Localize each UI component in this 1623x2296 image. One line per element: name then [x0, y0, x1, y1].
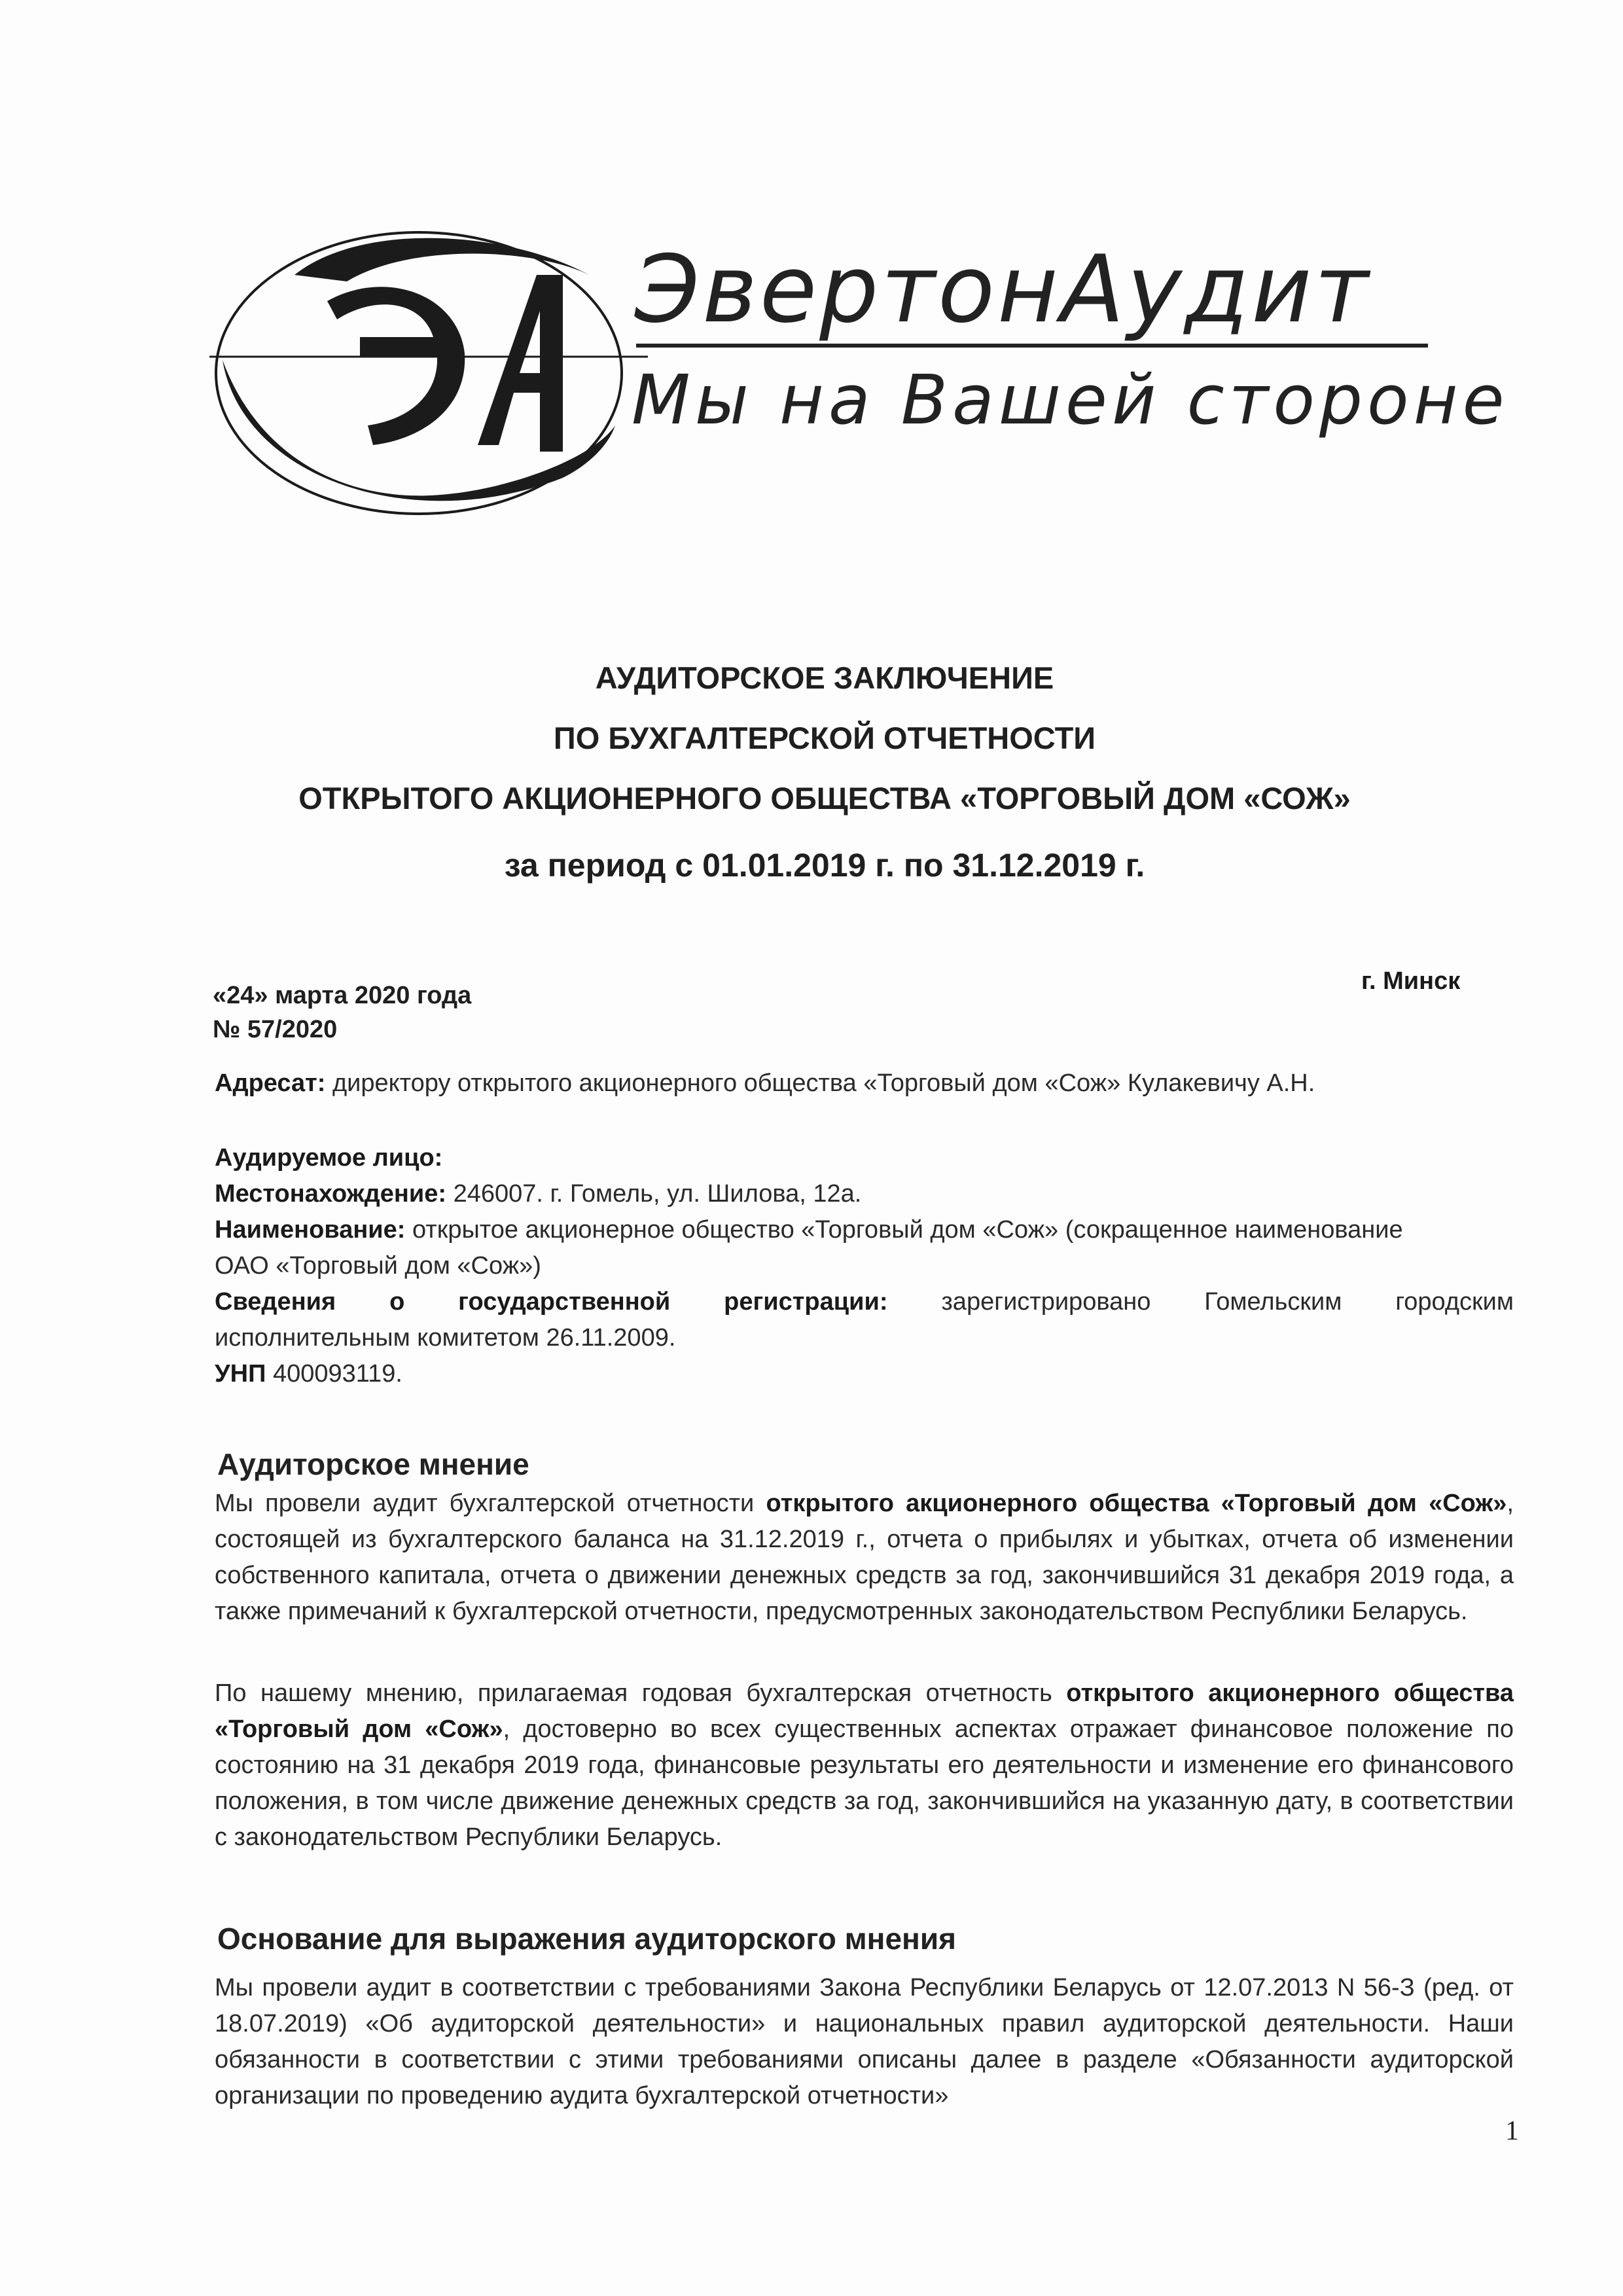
basis-heading: Основание для выражения аудиторского мнения — [217, 1922, 956, 1956]
unp-value: 400093119. — [266, 1360, 402, 1388]
registration-label: Сведения о государственной регистрации: — [215, 1288, 888, 1316]
page-number: 1 — [1505, 2116, 1519, 2146]
opinion-paragraph-2 — [215, 1676, 1514, 1856]
company-logo — [196, 196, 1509, 563]
opinion-heading: Аудиторское мнение — [217, 1447, 529, 1481]
title-line-1: АУДИТОРСКОЕ ЗАКЛЮЧЕНИЕ — [595, 660, 1054, 695]
opinion-p1-text-c: , состоящей из бухгалтерского баланса на 31.12.2019 г., отчета о прибылях и убытках, отчета об изменении собственного капитала, отчета о движении денежных средств за год, закончившийся 31 декабря 2019 года, а также примечаний к бухгалтерской отчетности, предусмотренных законодательством Республики Беларусь. — [215, 1490, 1514, 1625]
location-value: 246007. г. Гомель, ул. Шилова, 12а. — [446, 1180, 862, 1208]
entity-name-value-cont: ОАО «Торговый дом «Сож») — [215, 1252, 541, 1280]
brand-underline — [636, 344, 1428, 348]
unp-label: УНП — [215, 1360, 266, 1388]
basis-paragraph-1: Мы провели аудит в соответствии с требованиями Закона Республики Беларусь от 12.07.2013 N 56-З (ред. от 18.07.2019) «Об аудиторской деятельности» и национальных правил аудиторской деятельности. Наши обязанности в соответствии с этими требованиями описаны далее в разделе «Обязанности аудиторской организации по проведению аудита бухгалтерской отчетности» — [215, 1974, 1514, 2109]
brand-name: ЭвертонАудит — [635, 236, 1372, 344]
registration-value: зарегистрировано Гомельским городским — [887, 1288, 1514, 1316]
title-line-2: ПО БУХГАЛТЕРСКОЙ ОТЧЕТНОСТИ — [553, 721, 1096, 755]
opinion-p2-text-a: По нашему мнению, прилагаемая годовая бухгалтерская отчетность — [215, 1679, 1067, 1707]
document-title — [196, 648, 1453, 898]
title-line-3: ОТКРЫТОГО АКЦИОНЕРНОГО ОБЩЕСТВА «ТОРГОВЫЙ ДОМ «СОЖ» — [298, 781, 1351, 816]
location-label: Местонахождение: — [215, 1180, 447, 1208]
report-date: «24» марта 2020 года — [213, 982, 472, 1009]
addressee-value: директору открытого акционерного общества «Торговый дом «Сож» Кулакевичу А.Н. — [325, 1069, 1315, 1097]
opinion-p1-text-a: Мы провели аудит бухгалтерской отчетности — [215, 1490, 766, 1517]
opinion-p2-entity: открытого акционерного общества «Торговый дом «Сож» — [215, 1679, 1514, 1743]
entity-name-value: открытое акционерное общество «Торговый дом «Сож» (сокращенное наименование — [405, 1216, 1403, 1244]
entity-name-label: Наименование: — [215, 1216, 406, 1244]
report-number: № 57/2020 — [213, 1016, 338, 1043]
logo-emblem-icon — [196, 196, 654, 563]
addressee — [215, 1066, 1514, 1102]
addressee-label: Адресат: — [215, 1069, 326, 1097]
registration-value-cont: исполнительным комитетом 26.11.2009. — [215, 1324, 676, 1352]
opinion-p1-entity: открытого акционерного общества «Торговый дом «Сож» — [766, 1490, 1507, 1517]
opinion-paragraph-1 — [215, 1486, 1514, 1630]
report-city: г. Минск — [1361, 967, 1461, 995]
opinion-p2-text-c: , достоверно во всех существенных аспектах отражает финансовое положение по состоянию на 31 декабря 2019 года, финансовые результаты его деятельности и изменение его финансового положения, в том числе движение денежных средств за год, закончившийся на указанную дату, в соответствии с законодательством Республики Беларусь. — [215, 1715, 1514, 1851]
title-period: за период с 01.01.2019 г. по 31.12.2019 г. — [504, 847, 1145, 884]
brand-slogan: Мы на Вашей стороне — [632, 360, 1509, 440]
audited-entity-heading: Аудируемое лицо: — [215, 1144, 443, 1172]
audited-entity — [215, 1140, 1514, 1392]
